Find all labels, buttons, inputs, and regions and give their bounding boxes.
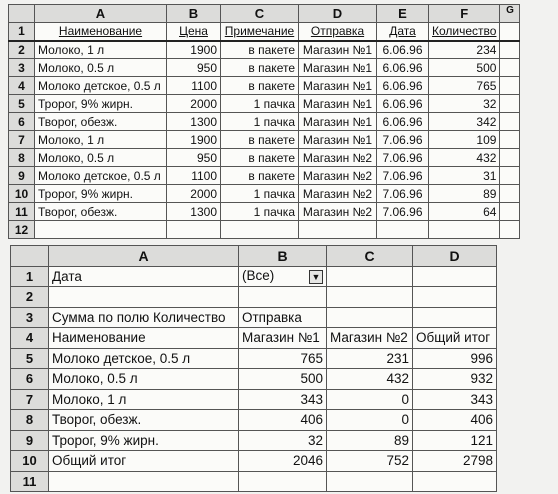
cell[interactable]	[327, 266, 413, 287]
cell[interactable]: 343	[413, 389, 497, 410]
column-item[interactable]: Общий итог	[413, 328, 497, 349]
row-field-button[interactable]: Наименование	[49, 328, 239, 349]
cell[interactable]: 7.06.96	[377, 167, 429, 185]
cell[interactable]	[500, 203, 520, 221]
cell[interactable]: в пакете	[221, 131, 299, 149]
row-header[interactable]: 3	[9, 59, 35, 77]
cell[interactable]: Творог, обезж.	[35, 113, 167, 131]
source-data-sheet	[8, 4, 520, 239]
cell[interactable]: Дата	[377, 23, 429, 41]
table-row	[9, 203, 520, 221]
cell[interactable]	[377, 221, 429, 239]
row-item[interactable]: Молоко, 1 л	[49, 389, 239, 410]
column-header-e[interactable]: E	[377, 5, 429, 23]
cell[interactable]: 1 пачка	[221, 203, 299, 221]
cell[interactable]: 32	[429, 95, 500, 113]
cell[interactable]	[327, 287, 413, 308]
select-all-corner[interactable]	[9, 5, 35, 23]
table-row	[11, 430, 497, 451]
row-header[interactable]: 7	[9, 131, 35, 149]
cell[interactable]	[413, 471, 497, 492]
row-item[interactable]: Молоко детское, 0.5 л	[49, 348, 239, 369]
cell[interactable]: 950	[167, 59, 221, 77]
column-header-d[interactable]: D	[413, 246, 497, 267]
cell[interactable]: Молоко, 0.5 л	[35, 149, 167, 167]
cell[interactable]: 765	[239, 348, 327, 369]
column-header-g[interactable]: G	[500, 5, 520, 23]
cell[interactable]: 231	[327, 348, 413, 369]
row-header[interactable]: 12	[9, 221, 35, 239]
cell[interactable]: Примечание	[221, 23, 299, 41]
cell[interactable]	[49, 287, 239, 308]
cell[interactable]: Количество	[429, 23, 500, 41]
cell[interactable]: в пакете	[221, 59, 299, 77]
cell[interactable]: 2046	[239, 451, 327, 472]
table-row	[9, 77, 520, 95]
cell[interactable]: в пакете	[221, 149, 299, 167]
column-header-c[interactable]: C	[327, 246, 413, 267]
cell[interactable]: 1300	[167, 203, 221, 221]
cell[interactable]: 7.06.96	[377, 185, 429, 203]
table-row	[11, 266, 497, 287]
cell[interactable]	[500, 221, 520, 239]
cell[interactable]: Магазин №1	[299, 113, 377, 131]
cell[interactable]: 1 пачка	[221, 113, 299, 131]
row-header[interactable]: 6	[11, 369, 49, 390]
row-item[interactable]: Тророг, 9% жирн.	[49, 430, 239, 451]
cell[interactable]: 89	[429, 185, 500, 203]
table-row	[11, 471, 497, 492]
cell[interactable]: Магазин №1	[299, 77, 377, 95]
select-all-corner[interactable]	[11, 246, 49, 267]
row-item[interactable]: Творог, обезж.	[49, 410, 239, 431]
cell[interactable]	[500, 167, 520, 185]
cell[interactable]: Отправка	[299, 23, 377, 41]
row-header[interactable]: 8	[9, 149, 35, 167]
cell[interactable]: 121	[413, 430, 497, 451]
row-header[interactable]: 5	[9, 95, 35, 113]
cell[interactable]: 1300	[167, 113, 221, 131]
cell[interactable]: 2000	[167, 185, 221, 203]
table-row	[9, 95, 520, 113]
column-header-b[interactable]: B	[167, 5, 221, 23]
cell[interactable]: 1 пачка	[221, 185, 299, 203]
cell[interactable]: 1100	[167, 167, 221, 185]
cell[interactable]	[500, 77, 520, 95]
cell[interactable]: 2000	[167, 95, 221, 113]
cell[interactable]	[239, 471, 327, 492]
cell[interactable]: 752	[327, 451, 413, 472]
cell[interactable]: 7.06.96	[377, 203, 429, 221]
table-row	[11, 410, 497, 431]
column-header-row	[11, 246, 497, 267]
row-header[interactable]: 10	[9, 185, 35, 203]
cell[interactable]	[413, 287, 497, 308]
table-row	[11, 348, 497, 369]
cell[interactable]: 7.06.96	[377, 149, 429, 167]
cell[interactable]: 1900	[167, 131, 221, 149]
cell[interactable]: 996	[413, 348, 497, 369]
cell[interactable]: 500	[239, 369, 327, 390]
row-header[interactable]: 5	[11, 348, 49, 369]
cell[interactable]	[500, 113, 520, 131]
cell[interactable]: 64	[429, 203, 500, 221]
column-header-d[interactable]: D	[299, 5, 377, 23]
cell[interactable]: 6.06.96	[377, 113, 429, 131]
data-field-label[interactable]: Сумма по полю Количество	[49, 307, 239, 328]
cell[interactable]	[167, 221, 221, 239]
cell[interactable]: 406	[239, 410, 327, 431]
column-header-f[interactable]: F	[429, 5, 500, 23]
cell[interactable]	[500, 131, 520, 149]
cell[interactable]: Тророг, 9% жирн.	[35, 185, 167, 203]
column-header-a[interactable]: A	[49, 246, 239, 267]
page-field-label[interactable]: Дата	[49, 266, 239, 287]
row-header[interactable]: 1	[9, 23, 35, 41]
cell[interactable]: 1900	[167, 41, 221, 59]
cell[interactable]: Молоко, 0.5 л	[35, 59, 167, 77]
cell[interactable]: Тророг, 9% жирн.	[35, 95, 167, 113]
cell[interactable]: 89	[327, 430, 413, 451]
cell[interactable]: Молоко, 1 л	[35, 131, 167, 149]
table-row	[9, 167, 520, 185]
cell[interactable]: Магазин №1	[299, 131, 377, 149]
row-header[interactable]: 11	[11, 471, 49, 492]
cell[interactable]	[500, 23, 520, 41]
cell[interactable]	[49, 471, 239, 492]
table-row	[9, 41, 520, 59]
cell[interactable]: в пакете	[221, 41, 299, 59]
table-row	[9, 23, 520, 41]
cell[interactable]: 234	[429, 41, 500, 59]
cell[interactable]	[35, 221, 167, 239]
column-header-b[interactable]: B	[239, 246, 327, 267]
row-header[interactable]: 11	[9, 203, 35, 221]
row-header[interactable]: 4	[11, 328, 49, 349]
cell[interactable]	[500, 185, 520, 203]
row-item[interactable]: Молоко, 0.5 л	[49, 369, 239, 390]
cell[interactable]: 932	[413, 369, 497, 390]
cell[interactable]: Магазин №2	[299, 203, 377, 221]
table-row	[9, 113, 520, 131]
row-header[interactable]: 2	[9, 41, 35, 59]
table-row	[9, 131, 520, 149]
cell[interactable]: 342	[429, 113, 500, 131]
cell[interactable]: в пакете	[221, 77, 299, 95]
cell[interactable]: Наименование	[35, 23, 167, 41]
cell[interactable]	[500, 41, 520, 59]
cell[interactable]: 432	[429, 149, 500, 167]
column-field-button[interactable]: Отправка	[239, 307, 327, 328]
cell[interactable]	[327, 471, 413, 492]
table-row	[11, 369, 497, 390]
cell[interactable]: 343	[239, 389, 327, 410]
cell[interactable]	[500, 95, 520, 113]
cell[interactable]	[299, 221, 377, 239]
column-item[interactable]: Магазин №1	[239, 328, 327, 349]
page-field-dropdown[interactable]	[239, 266, 327, 287]
row-header[interactable]: 1	[11, 266, 49, 287]
cell[interactable]: Молоко, 1 л	[35, 41, 167, 59]
cell[interactable]: 765	[429, 77, 500, 95]
cell[interactable]: 406	[413, 410, 497, 431]
cell[interactable]: 31	[429, 167, 500, 185]
table-row	[9, 221, 520, 239]
cell[interactable]: 6.06.96	[377, 95, 429, 113]
cell[interactable]: Творог, обезж.	[35, 203, 167, 221]
cell[interactable]	[221, 221, 299, 239]
row-header[interactable]: 7	[11, 389, 49, 410]
cell[interactable]: 6.06.96	[377, 77, 429, 95]
column-item[interactable]: Магазин №2	[327, 328, 413, 349]
cell[interactable]: Магазин №2	[299, 167, 377, 185]
cell[interactable]: 2798	[413, 451, 497, 472]
row-header[interactable]: 8	[11, 410, 49, 431]
table-row	[11, 287, 497, 308]
cell[interactable]: 109	[429, 131, 500, 149]
cell[interactable]: 432	[327, 369, 413, 390]
cell[interactable]: 7.06.96	[377, 131, 429, 149]
cell[interactable]: в пакете	[221, 167, 299, 185]
cell[interactable]: 1100	[167, 77, 221, 95]
column-header-row	[9, 5, 520, 23]
cell[interactable]: Магазин №1	[299, 41, 377, 59]
table-row	[9, 185, 520, 203]
dropdown-arrow-icon[interactable]: ▼	[309, 270, 323, 284]
row-header[interactable]: 10	[11, 451, 49, 472]
cell[interactable]	[239, 287, 327, 308]
cell[interactable]: Магазин №2	[299, 149, 377, 167]
cell[interactable]: Молоко детское, 0.5 л	[35, 167, 167, 185]
cell[interactable]	[429, 221, 500, 239]
row-header[interactable]: 9	[9, 167, 35, 185]
cell[interactable]: Цена	[167, 23, 221, 41]
grand-total-label[interactable]: Общий итог	[49, 451, 239, 472]
cell[interactable]: Молоко детское, 0.5 л	[35, 77, 167, 95]
column-header-a[interactable]: A	[35, 5, 167, 23]
cell[interactable]	[327, 307, 413, 328]
cell[interactable]: Магазин №1	[299, 95, 377, 113]
row-header[interactable]: 9	[11, 430, 49, 451]
cell[interactable]: Магазин №1	[299, 59, 377, 77]
cell[interactable]: 32	[239, 430, 327, 451]
row-header[interactable]: 6	[9, 113, 35, 131]
pivot-table-sheet	[10, 245, 497, 492]
cell[interactable]: 6.06.96	[377, 59, 429, 77]
cell[interactable]: Магазин №2	[299, 185, 377, 203]
cell[interactable]	[500, 59, 520, 77]
row-header[interactable]: 4	[9, 77, 35, 95]
cell[interactable]: 0	[327, 410, 413, 431]
cell[interactable]	[500, 149, 520, 167]
table-row	[9, 59, 520, 77]
grand-total-row	[11, 451, 497, 472]
cell[interactable]: 1 пачка	[221, 95, 299, 113]
cell[interactable]	[413, 266, 497, 287]
column-header-c[interactable]: C	[221, 5, 299, 23]
table-row	[11, 307, 497, 328]
row-header[interactable]: 3	[11, 307, 49, 328]
cell[interactable]: 0	[327, 389, 413, 410]
cell[interactable]: 950	[167, 149, 221, 167]
table-row	[11, 389, 497, 410]
page-field-value: (Все)	[242, 268, 275, 284]
cell[interactable]	[413, 307, 497, 328]
cell[interactable]: 6.06.96	[377, 41, 429, 59]
table-row	[11, 328, 497, 349]
row-header[interactable]: 2	[11, 287, 49, 308]
table-row	[9, 149, 520, 167]
cell[interactable]: 500	[429, 59, 500, 77]
